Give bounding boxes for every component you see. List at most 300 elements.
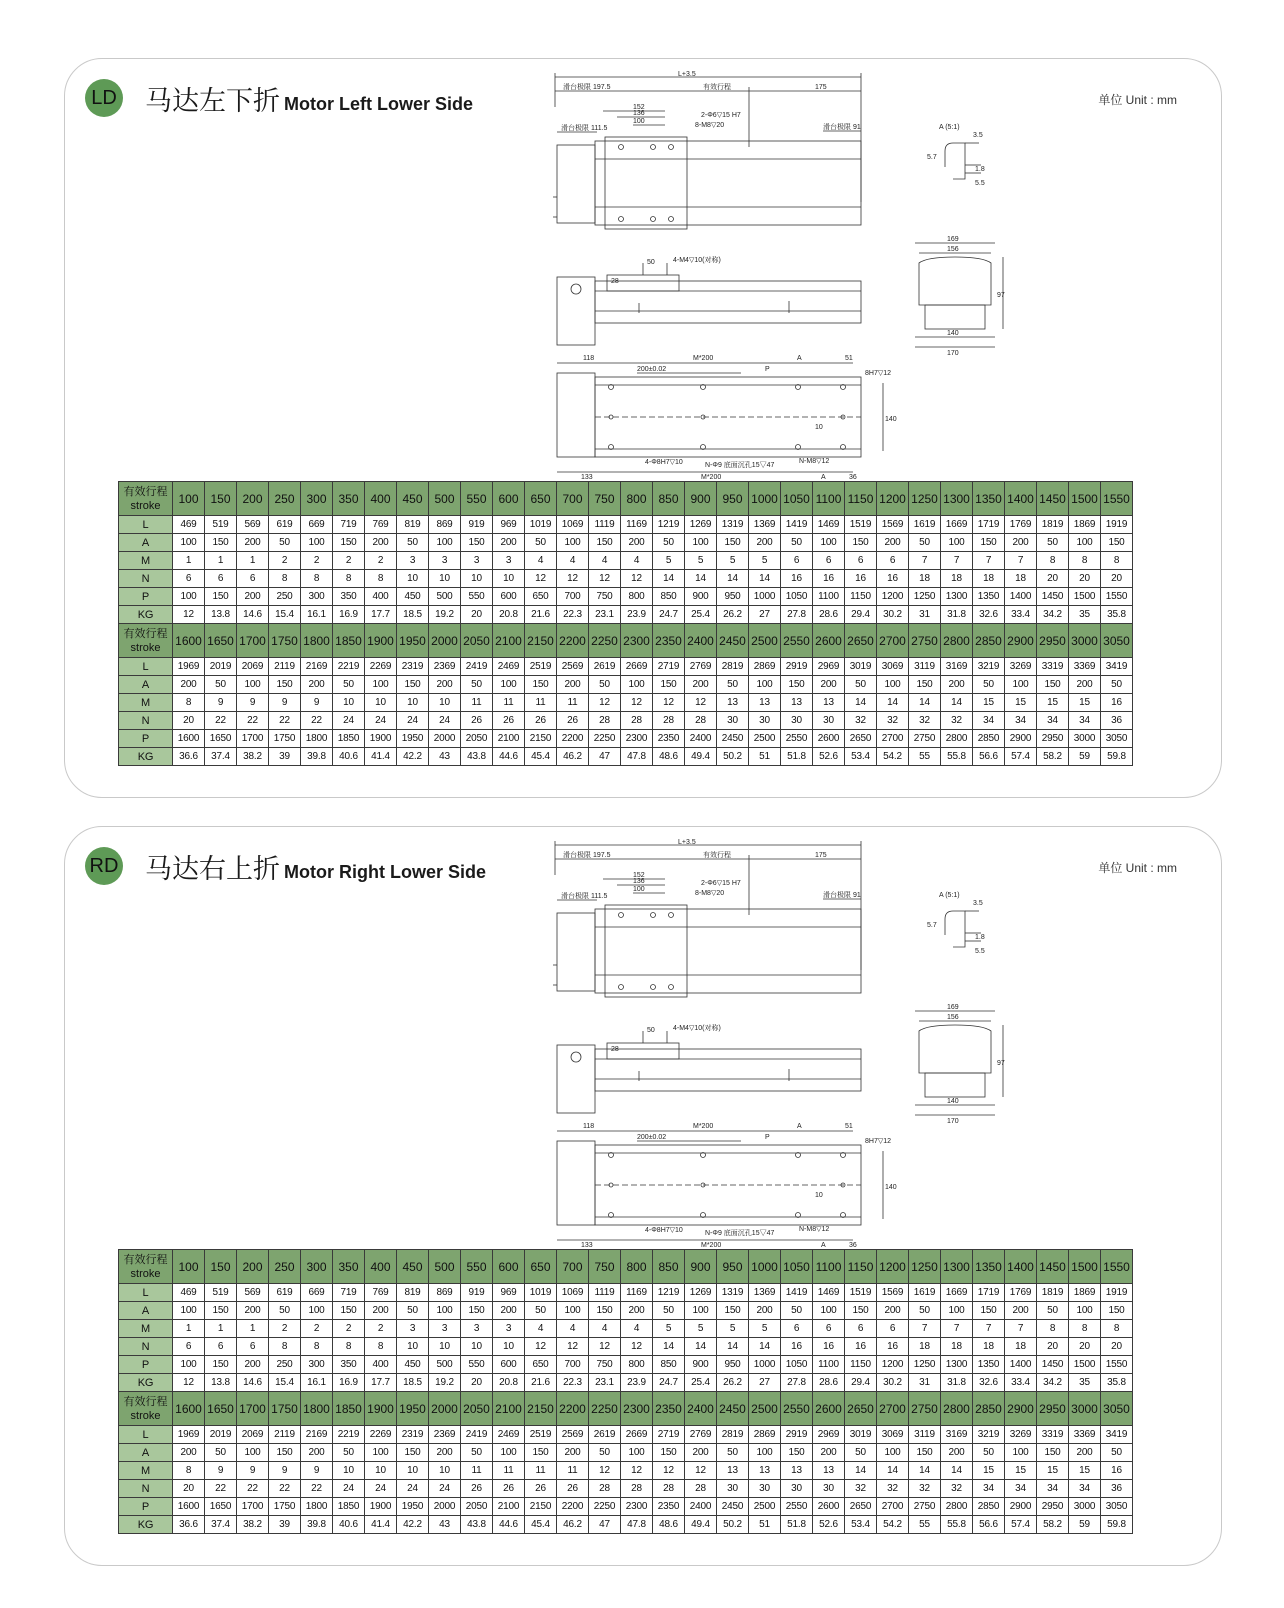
dim-m200-top: M*200 bbox=[693, 1123, 714, 1130]
dim-10: 10 bbox=[815, 424, 823, 431]
table-cell: 39 bbox=[269, 1516, 301, 1534]
table-cell: 34 bbox=[1037, 1480, 1069, 1498]
table-cell: 30 bbox=[813, 1480, 845, 1498]
table-cell: 650 bbox=[525, 1356, 557, 1374]
detail-a-view bbox=[925, 119, 1025, 194]
table-cell: 4 bbox=[557, 552, 589, 570]
table-cell: 13 bbox=[749, 1462, 781, 1480]
table-cell: 11 bbox=[493, 1462, 525, 1480]
table-cell: 26.2 bbox=[717, 606, 749, 624]
table-cell: 31.8 bbox=[941, 606, 973, 624]
table-cell: 9 bbox=[301, 694, 333, 712]
stroke-value: 2000 bbox=[429, 1392, 461, 1426]
table-cell: 24 bbox=[365, 712, 397, 730]
table-cell: 10 bbox=[429, 570, 461, 588]
table-cell: 30 bbox=[749, 712, 781, 730]
table-cell: 150 bbox=[781, 1444, 813, 1462]
table-cell: 900 bbox=[685, 1356, 717, 1374]
table-cell: 1569 bbox=[877, 1284, 909, 1302]
table-cell: 950 bbox=[717, 588, 749, 606]
table-cell: 56.6 bbox=[973, 748, 1005, 766]
table-cell: 569 bbox=[237, 1284, 269, 1302]
table-cell: 35 bbox=[1069, 1374, 1101, 1392]
dim-p: P bbox=[765, 1134, 770, 1141]
table-cell: 3 bbox=[461, 552, 493, 570]
table-cell: 1819 bbox=[1037, 1284, 1069, 1302]
table-cell: 100 bbox=[365, 1444, 397, 1462]
table-cell: 28 bbox=[621, 1480, 653, 1498]
table-cell: 2819 bbox=[717, 1426, 749, 1444]
table-cell: 50 bbox=[1037, 534, 1069, 552]
table-cell: 50 bbox=[845, 676, 877, 694]
table-cell: 26 bbox=[493, 1480, 525, 1498]
table-cell: 150 bbox=[909, 676, 941, 694]
table-cell: 22 bbox=[237, 712, 269, 730]
table-cell: 20 bbox=[1037, 1338, 1069, 1356]
table-cell: 14 bbox=[685, 1338, 717, 1356]
table-cell: 28.6 bbox=[813, 606, 845, 624]
table-cell: 750 bbox=[589, 1356, 621, 1374]
table-cell: 150 bbox=[205, 1356, 237, 1374]
table-cell: 1619 bbox=[909, 516, 941, 534]
table-cell: 1300 bbox=[941, 588, 973, 606]
table-cell: 11 bbox=[461, 1462, 493, 1480]
section-title-cn: 马达左下折 bbox=[145, 86, 280, 117]
table-cell: 3 bbox=[461, 1320, 493, 1338]
table-cell: 2369 bbox=[429, 658, 461, 676]
table-cell: 37.4 bbox=[205, 1516, 237, 1534]
stroke-value: 1450 bbox=[1037, 482, 1069, 516]
table-cell: 150 bbox=[653, 676, 685, 694]
table-cell: 18.5 bbox=[397, 606, 429, 624]
stroke-value: 2600 bbox=[813, 624, 845, 658]
table-cell: 1269 bbox=[685, 516, 717, 534]
table-row-kg bbox=[119, 1374, 1133, 1392]
dim-50: 50 bbox=[647, 1027, 655, 1034]
stroke-value: 1500 bbox=[1069, 482, 1101, 516]
table-cell: 15 bbox=[1037, 1462, 1069, 1480]
table-row-n bbox=[119, 712, 1133, 730]
table-cell: 1900 bbox=[365, 730, 397, 748]
table-cell: 100 bbox=[877, 676, 909, 694]
table-cell: 2150 bbox=[525, 730, 557, 748]
dim-m200-bottom: M*200 bbox=[701, 1242, 722, 1249]
table-row-a bbox=[119, 676, 1133, 694]
table-cell: 700 bbox=[557, 1356, 589, 1374]
dim-10: 10 bbox=[815, 1192, 823, 1199]
table-cell: 17.7 bbox=[365, 606, 397, 624]
table-row-l bbox=[119, 516, 1133, 534]
dim-118: 118 bbox=[583, 1123, 595, 1130]
table-cell: 100 bbox=[429, 1302, 461, 1320]
table-cell: 29.4 bbox=[845, 606, 877, 624]
table-cell: 1719 bbox=[973, 1284, 1005, 1302]
table-cell: 50 bbox=[781, 534, 813, 552]
table-cell: 12 bbox=[589, 1338, 621, 1356]
table-row-l bbox=[119, 1284, 1133, 1302]
table-cell: 1869 bbox=[1069, 516, 1101, 534]
stroke-value: 2100 bbox=[493, 624, 525, 658]
table-cell: 20.8 bbox=[493, 1374, 525, 1392]
table-cell: 200 bbox=[429, 1444, 461, 1462]
table-cell: 200 bbox=[557, 1444, 589, 1462]
table-cell: 20 bbox=[173, 1480, 205, 1498]
hole-label-nm8: N-M8▽12 bbox=[799, 1226, 830, 1233]
table-cell: 2450 bbox=[717, 730, 749, 748]
table-cell: 1950 bbox=[397, 1498, 429, 1516]
hole-label-n9: N-Φ9 底面沉孔15▽47 bbox=[705, 1230, 775, 1237]
stroke-value: 2650 bbox=[845, 1392, 877, 1426]
table-cell: 3369 bbox=[1069, 1426, 1101, 1444]
dim-175: 175 bbox=[815, 852, 827, 859]
table-cell: 11 bbox=[557, 1462, 589, 1480]
table-cell: 14 bbox=[845, 694, 877, 712]
table-cell: 100 bbox=[173, 1356, 205, 1374]
dim-97: 97 bbox=[997, 292, 1005, 299]
table-cell: 4 bbox=[525, 1320, 557, 1338]
table-cell: 22 bbox=[269, 1480, 301, 1498]
table-cell: 34 bbox=[973, 1480, 1005, 1498]
table-cell: 22.3 bbox=[557, 1374, 589, 1392]
table-cell: 43 bbox=[429, 1516, 461, 1534]
stroke-value: 2550 bbox=[781, 624, 813, 658]
table-cell: 50 bbox=[589, 1444, 621, 1462]
table-cell: 1750 bbox=[269, 730, 301, 748]
table-cell: 150 bbox=[205, 534, 237, 552]
table-cell: 1 bbox=[237, 1320, 269, 1338]
table-cell: 8 bbox=[269, 1338, 301, 1356]
table-cell: 31 bbox=[909, 606, 941, 624]
table-cell: 2269 bbox=[365, 1426, 397, 1444]
table-cell: 10 bbox=[365, 1462, 397, 1480]
table-cell: 6 bbox=[781, 552, 813, 570]
table-cell: 6 bbox=[173, 1338, 205, 1356]
stroke-value: 550 bbox=[461, 482, 493, 516]
stroke-value: 1450 bbox=[1037, 1250, 1069, 1284]
stroke-value: 600 bbox=[493, 482, 525, 516]
dim-51: 51 bbox=[845, 1123, 853, 1130]
section-title bbox=[145, 79, 473, 118]
dim-a-bottom: A bbox=[821, 474, 826, 481]
stroke-value: 350 bbox=[333, 1250, 365, 1284]
table-cell: 1500 bbox=[1069, 588, 1101, 606]
table-cell: 50 bbox=[461, 1444, 493, 1462]
stroke-value: 2800 bbox=[941, 1392, 973, 1426]
table-cell: 8 bbox=[1037, 552, 1069, 570]
table-cell: 45.4 bbox=[525, 748, 557, 766]
table-cell: 100 bbox=[1005, 676, 1037, 694]
table-cell: 1669 bbox=[941, 1284, 973, 1302]
table-cell: 46.2 bbox=[557, 1516, 589, 1534]
dim-slide-left: 滑台极限 111.5 bbox=[561, 893, 608, 900]
table-cell: 9 bbox=[205, 694, 237, 712]
table-cell: 1600 bbox=[173, 1498, 205, 1516]
dim-5-5: 5.5 bbox=[975, 180, 985, 187]
table-cell: 8 bbox=[1101, 552, 1133, 570]
table-cell: 12 bbox=[557, 570, 589, 588]
table-cell: 200 bbox=[685, 1444, 717, 1462]
table-cell: 24 bbox=[429, 712, 461, 730]
table-cell: 1150 bbox=[845, 1356, 877, 1374]
table-cell: 47.8 bbox=[621, 1516, 653, 1534]
table-cell: 1550 bbox=[1101, 1356, 1133, 1374]
table-cell: 12 bbox=[173, 1374, 205, 1392]
table-cell: 200 bbox=[173, 1444, 205, 1462]
table-cell: 36 bbox=[1101, 712, 1133, 730]
table-cell: 3050 bbox=[1101, 730, 1133, 748]
table-cell: 1919 bbox=[1101, 516, 1133, 534]
table-cell: 700 bbox=[557, 588, 589, 606]
row-label: KG bbox=[119, 606, 173, 624]
table-cell: 2 bbox=[333, 552, 365, 570]
table-cell: 2950 bbox=[1037, 730, 1069, 748]
hole-label-2: 8-M8▽20 bbox=[695, 890, 725, 897]
table-cell: 16 bbox=[781, 1338, 813, 1356]
table-row-a bbox=[119, 534, 1133, 552]
table-cell: 2750 bbox=[909, 730, 941, 748]
stroke-header-row bbox=[119, 482, 1133, 516]
stroke-value: 2800 bbox=[941, 624, 973, 658]
table-cell: 14 bbox=[653, 570, 685, 588]
table-cell: 100 bbox=[493, 1444, 525, 1462]
table-cell: 7 bbox=[973, 1320, 1005, 1338]
row-label: KG bbox=[119, 1516, 173, 1534]
table-cell: 30 bbox=[813, 712, 845, 730]
table-cell: 6 bbox=[877, 1320, 909, 1338]
table-cell: 850 bbox=[653, 588, 685, 606]
table-cell: 15.4 bbox=[269, 606, 301, 624]
table-cell: 500 bbox=[429, 588, 461, 606]
table-cell: 2519 bbox=[525, 658, 557, 676]
table-cell: 3 bbox=[397, 552, 429, 570]
table-cell: 100 bbox=[941, 534, 973, 552]
table-cell: 2800 bbox=[941, 1498, 973, 1516]
table-cell: 50 bbox=[973, 1444, 1005, 1462]
table-cell: 16 bbox=[845, 570, 877, 588]
table-cell: 13 bbox=[749, 694, 781, 712]
table-cell: 2500 bbox=[749, 730, 781, 748]
hole-label-4: 4-Φ8H7▽10 bbox=[645, 1227, 683, 1234]
table-cell: 1669 bbox=[941, 516, 973, 534]
table-cell: 150 bbox=[269, 676, 301, 694]
table-cell: 150 bbox=[333, 1302, 365, 1320]
table-cell: 519 bbox=[205, 1284, 237, 1302]
stroke-value: 2400 bbox=[685, 624, 717, 658]
table-cell: 15 bbox=[1069, 694, 1101, 712]
row-label: M bbox=[119, 552, 173, 570]
table-cell: 1 bbox=[173, 1320, 205, 1338]
dim-140: 140 bbox=[947, 330, 959, 337]
table-cell: 2300 bbox=[621, 730, 653, 748]
table-cell: 100 bbox=[685, 1302, 717, 1320]
table-cell: 1969 bbox=[173, 1426, 205, 1444]
table-cell: 32 bbox=[845, 712, 877, 730]
table-cell: 25.4 bbox=[685, 606, 717, 624]
table-cell: 30 bbox=[717, 712, 749, 730]
table-cell: 19.2 bbox=[429, 1374, 461, 1392]
stroke-value: 1300 bbox=[941, 1250, 973, 1284]
stroke-value: 2750 bbox=[909, 1392, 941, 1426]
table-cell: 39 bbox=[269, 748, 301, 766]
table-row-n bbox=[119, 570, 1133, 588]
dim-140-side: 140 bbox=[885, 416, 897, 423]
table-cell: 12 bbox=[685, 694, 717, 712]
stroke-value: 1650 bbox=[205, 1392, 237, 1426]
table-cell: 350 bbox=[333, 1356, 365, 1374]
table-row-n bbox=[119, 1480, 1133, 1498]
stroke-value: 2950 bbox=[1037, 624, 1069, 658]
table-cell: 57.4 bbox=[1005, 748, 1037, 766]
stroke-header-label: 有效行程 stroke bbox=[119, 1250, 173, 1284]
table-cell: 1350 bbox=[973, 1356, 1005, 1374]
table-cell: 39.8 bbox=[301, 748, 333, 766]
table-cell: 2769 bbox=[685, 658, 717, 676]
hole-label-8h7: 8H7▽12 bbox=[865, 1138, 892, 1145]
table-cell: 150 bbox=[525, 1444, 557, 1462]
table-cell: 14 bbox=[717, 1338, 749, 1356]
table-cell: 3 bbox=[493, 1320, 525, 1338]
table-cell: 2600 bbox=[813, 730, 845, 748]
dim-5-5: 5.5 bbox=[975, 948, 985, 955]
table-cell: 200 bbox=[493, 534, 525, 552]
table-cell: 18 bbox=[909, 570, 941, 588]
table-cell: 15 bbox=[1005, 694, 1037, 712]
table-cell: 2400 bbox=[685, 730, 717, 748]
table-cell: 1100 bbox=[813, 588, 845, 606]
table-cell: 20 bbox=[461, 606, 493, 624]
stroke-value: 100 bbox=[173, 1250, 205, 1284]
table-cell: 11 bbox=[557, 694, 589, 712]
table-cell: 5 bbox=[653, 1320, 685, 1338]
stroke-value: 500 bbox=[429, 1250, 461, 1284]
table-row-a bbox=[119, 1302, 1133, 1320]
table-row-m bbox=[119, 694, 1133, 712]
table-cell: 26 bbox=[461, 712, 493, 730]
table-cell: 2050 bbox=[461, 730, 493, 748]
section-title bbox=[145, 847, 486, 886]
table-cell: 10 bbox=[397, 1462, 429, 1480]
stroke-value: 850 bbox=[653, 1250, 685, 1284]
table-cell: 7 bbox=[909, 1320, 941, 1338]
table-cell: 750 bbox=[589, 588, 621, 606]
table-cell: 36 bbox=[1101, 1480, 1133, 1498]
table-cell: 619 bbox=[269, 1284, 301, 1302]
dim-28: 28 bbox=[611, 278, 619, 285]
row-label: M bbox=[119, 1462, 173, 1480]
table-cell: 33.4 bbox=[1005, 1374, 1037, 1392]
table-cell: 14 bbox=[877, 694, 909, 712]
table-cell: 100 bbox=[749, 1444, 781, 1462]
section-ld bbox=[64, 58, 1222, 798]
table-cell: 1219 bbox=[653, 516, 685, 534]
table-cell: 34 bbox=[1005, 712, 1037, 730]
table-cell: 2619 bbox=[589, 1426, 621, 1444]
stroke-value: 1750 bbox=[269, 624, 301, 658]
table-cell: 150 bbox=[397, 676, 429, 694]
table-cell: 21.6 bbox=[525, 606, 557, 624]
table-cell: 6 bbox=[845, 552, 877, 570]
table-cell: 9 bbox=[269, 1462, 301, 1480]
table-cell: 55 bbox=[909, 1516, 941, 1534]
table-cell: 31.8 bbox=[941, 1374, 973, 1392]
section-title-en: Motor Right Lower Side bbox=[284, 862, 486, 882]
table-cell: 2869 bbox=[749, 1426, 781, 1444]
table-cell: 6 bbox=[173, 570, 205, 588]
stroke-value: 2200 bbox=[557, 1392, 589, 1426]
table-cell: 14 bbox=[653, 1338, 685, 1356]
table-cell: 100 bbox=[685, 534, 717, 552]
table-cell: 150 bbox=[525, 676, 557, 694]
table-cell: 2419 bbox=[461, 1426, 493, 1444]
table-cell: 200 bbox=[365, 1302, 397, 1320]
table-cell: 32 bbox=[941, 1480, 973, 1498]
stroke-header-label: 有效行程 stroke bbox=[119, 624, 173, 658]
table-cell: 1569 bbox=[877, 516, 909, 534]
stroke-value: 800 bbox=[621, 482, 653, 516]
table-cell: 1 bbox=[205, 1320, 237, 1338]
table-cell: 8 bbox=[301, 1338, 333, 1356]
table-cell: 2469 bbox=[493, 658, 525, 676]
dim-97: 97 bbox=[997, 1060, 1005, 1067]
stroke-value: 1250 bbox=[909, 482, 941, 516]
dim-a-top: A bbox=[797, 1123, 802, 1130]
table-row-p bbox=[119, 1356, 1133, 1374]
table-cell: 200 bbox=[237, 1356, 269, 1374]
table-cell: 51 bbox=[749, 1516, 781, 1534]
table-cell: 11 bbox=[461, 694, 493, 712]
table-cell: 7 bbox=[973, 552, 1005, 570]
table-cell: 1200 bbox=[877, 588, 909, 606]
table-cell: 50 bbox=[1101, 1444, 1133, 1462]
dim-36: 36 bbox=[849, 474, 857, 481]
dim-200: 200±0.02 bbox=[637, 1134, 667, 1141]
table-cell: 5 bbox=[749, 1320, 781, 1338]
table-cell: 43.8 bbox=[461, 748, 493, 766]
dim-175: 175 bbox=[815, 84, 827, 91]
table-cell: 34 bbox=[973, 712, 1005, 730]
table-cell: 6 bbox=[813, 552, 845, 570]
table-cell: 50 bbox=[781, 1302, 813, 1320]
table-cell: 20 bbox=[173, 712, 205, 730]
table-cell: 200 bbox=[237, 588, 269, 606]
table-cell: 2550 bbox=[781, 730, 813, 748]
table-cell: 35.8 bbox=[1101, 1374, 1133, 1392]
table-cell: 2919 bbox=[781, 1426, 813, 1444]
table-cell: 47 bbox=[589, 1516, 621, 1534]
table-cell: 3369 bbox=[1069, 658, 1101, 676]
table-cell: 9 bbox=[301, 1462, 333, 1480]
stroke-value: 500 bbox=[429, 482, 461, 516]
table-cell: 2 bbox=[301, 1320, 333, 1338]
row-label: N bbox=[119, 1338, 173, 1356]
row-label: L bbox=[119, 658, 173, 676]
table-cell: 3069 bbox=[877, 658, 909, 676]
table-cell: 200 bbox=[877, 1302, 909, 1320]
table-cell: 2100 bbox=[493, 1498, 525, 1516]
table-cell: 2819 bbox=[717, 658, 749, 676]
stroke-value: 900 bbox=[685, 1250, 717, 1284]
table-cell: 900 bbox=[685, 588, 717, 606]
table-cell: 1200 bbox=[877, 1356, 909, 1374]
dim-156: 156 bbox=[947, 1014, 959, 1021]
table-cell: 100 bbox=[1069, 534, 1101, 552]
table-cell: 50 bbox=[461, 676, 493, 694]
stroke-value: 900 bbox=[685, 482, 717, 516]
table-cell: 15 bbox=[973, 1462, 1005, 1480]
table-cell: 16 bbox=[813, 1338, 845, 1356]
table-cell: 3419 bbox=[1101, 658, 1133, 676]
table-cell: 2719 bbox=[653, 658, 685, 676]
